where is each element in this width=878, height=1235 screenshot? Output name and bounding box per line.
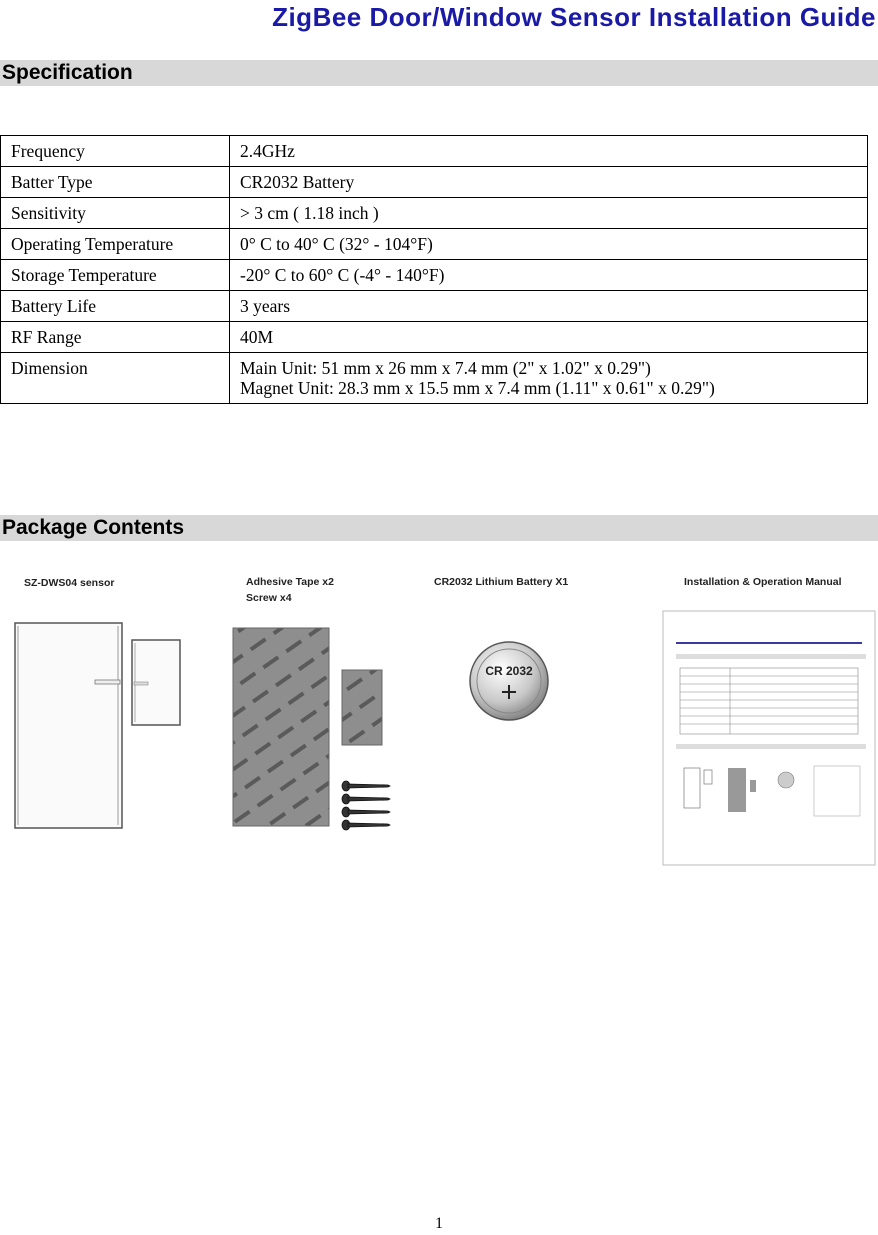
table-row — [1, 198, 868, 229]
spec-value: 40M — [230, 322, 868, 353]
spec-label: Operating Temperature — [1, 229, 230, 260]
table-row — [1, 136, 868, 167]
battery-caption: CR2032 Lithium Battery X1 — [434, 576, 569, 588]
table-row — [1, 291, 868, 322]
page-title: ZigBee Door/Window Sensor Installation Guide — [272, 2, 876, 32]
sensor-illustration — [10, 620, 190, 835]
manual-illustration — [662, 610, 876, 866]
spec-label: Battery Life — [1, 291, 230, 322]
spec-value: 0° C to 40° C (32° - 104°F) — [230, 229, 868, 260]
spec-label: Dimension — [1, 353, 230, 404]
table-row — [1, 229, 868, 260]
table-row — [1, 260, 868, 291]
tape-caption: Adhesive Tape x2 — [246, 576, 334, 588]
spec-label: RF Range — [1, 322, 230, 353]
spec-value: > 3 cm ( 1.18 inch ) — [230, 198, 868, 229]
dimension-main-unit: Main Unit: 51 mm x 26 mm x 7.4 mm (2" x 1.02" x 0.29") — [240, 358, 651, 378]
spec-value — [230, 353, 868, 404]
page-number: 1 — [435, 1215, 443, 1232]
screw-caption: Screw x4 — [246, 592, 292, 604]
spec-label: Sensitivity — [1, 198, 230, 229]
battery-illustration — [468, 640, 550, 722]
spec-label: Batter Type — [1, 167, 230, 198]
spec-value: 3 years — [230, 291, 868, 322]
manual-caption: Installation & Operation Manual — [684, 576, 842, 588]
spec-value: 2.4GHz — [230, 136, 868, 167]
spec-value: CR2032 Battery — [230, 167, 868, 198]
spec-label: Frequency — [1, 136, 230, 167]
table-row — [1, 353, 868, 404]
section-header-specification: Specification — [0, 60, 878, 86]
section-header-package-contents: Package Contents — [0, 515, 878, 541]
spec-label: Storage Temperature — [1, 260, 230, 291]
screws-illustration — [340, 778, 395, 838]
dimension-magnet-unit: Magnet Unit: 28.3 mm x 15.5 mm x 7.4 mm (1.11" x 0.61" x 0.29") — [240, 378, 715, 398]
table-row — [1, 167, 868, 198]
table-row — [1, 322, 868, 353]
spec-value: -20° C to 60° C (-4° - 140°F) — [230, 260, 868, 291]
battery-face-text: CR 2032 — [485, 664, 533, 678]
specification-table — [0, 135, 868, 404]
sensor-caption: SZ-DWS04 sensor — [24, 577, 115, 589]
